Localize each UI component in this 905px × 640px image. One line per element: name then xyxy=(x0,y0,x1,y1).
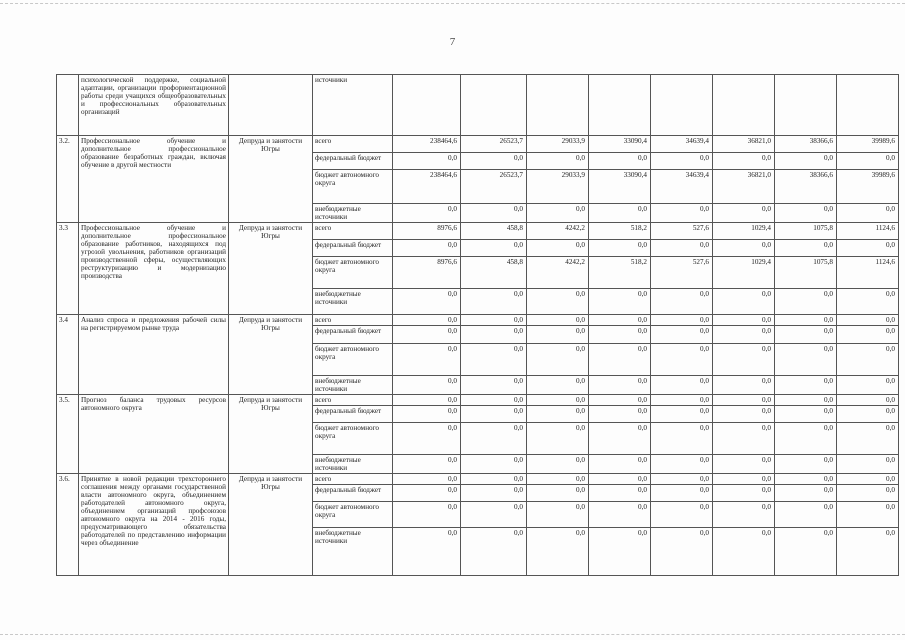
value-cell: 0,0 xyxy=(651,395,713,406)
value-cell: 0,0 xyxy=(713,153,775,170)
value-cell: 0,0 xyxy=(651,326,713,344)
value-cell: 26523,7 xyxy=(461,136,527,153)
value-cell: 1029,4 xyxy=(713,223,775,240)
value-cell: 0,0 xyxy=(393,376,461,395)
source-label: федеральный бюджет xyxy=(313,240,393,257)
value-cell: 0,0 xyxy=(713,485,775,502)
value-cell: 0,0 xyxy=(775,376,837,395)
value-cell: 0,0 xyxy=(775,289,837,315)
value-cell: 0,0 xyxy=(837,395,899,406)
value-cell: 1029,4 xyxy=(713,257,775,289)
table-row xyxy=(57,223,899,240)
source-label: внебюджетные источники xyxy=(313,289,393,315)
activity-description: Анализ спроса и предложения рабочей силы на регистрируемом рынке труда xyxy=(79,315,229,395)
value-cell: 0,0 xyxy=(651,204,713,223)
value-cell xyxy=(393,75,461,136)
value-cell: 0,0 xyxy=(837,485,899,502)
value-cell: 0,0 xyxy=(775,528,837,576)
value-cell: 38366,6 xyxy=(775,170,837,204)
value-cell: 0,0 xyxy=(461,455,527,474)
value-cell: 0,0 xyxy=(461,474,527,485)
value-cell: 0,0 xyxy=(775,315,837,326)
value-cell: 0,0 xyxy=(393,423,461,455)
table-row xyxy=(57,315,899,326)
value-cell: 0,0 xyxy=(713,344,775,376)
value-cell: 0,0 xyxy=(589,344,651,376)
value-cell: 0,0 xyxy=(527,240,589,257)
value-cell xyxy=(527,75,589,136)
value-cell: 0,0 xyxy=(775,326,837,344)
value-cell: 0,0 xyxy=(393,485,461,502)
value-cell: 0,0 xyxy=(713,289,775,315)
value-cell xyxy=(651,75,713,136)
value-cell: 4242,2 xyxy=(527,257,589,289)
value-cell: 0,0 xyxy=(713,395,775,406)
value-cell: 1075,8 xyxy=(775,257,837,289)
value-cell: 0,0 xyxy=(393,315,461,326)
value-cell: 0,0 xyxy=(837,344,899,376)
source-label: всего xyxy=(313,315,393,326)
value-cell: 0,0 xyxy=(527,204,589,223)
value-cell: 0,0 xyxy=(461,326,527,344)
value-cell: 0,0 xyxy=(775,406,837,423)
value-cell: 33090,4 xyxy=(589,170,651,204)
value-cell: 238464,6 xyxy=(393,170,461,204)
value-cell: 0,0 xyxy=(527,344,589,376)
value-cell: 0,0 xyxy=(527,326,589,344)
value-cell: 238464,6 xyxy=(393,136,461,153)
value-cell: 0,0 xyxy=(837,153,899,170)
activity-description: Профессиональное обучение и дополнительное профессиональное образование безработных граждан, включая обучение в другой местности xyxy=(79,136,229,223)
value-cell: 0,0 xyxy=(589,289,651,315)
value-cell: 458,8 xyxy=(461,223,527,240)
scan-edge-top xyxy=(0,3,905,4)
value-cell: 0,0 xyxy=(775,344,837,376)
value-cell: 1124,6 xyxy=(837,223,899,240)
value-cell: 0,0 xyxy=(461,502,527,528)
value-cell: 0,0 xyxy=(713,474,775,485)
row-number-cell: 3.5. xyxy=(57,395,79,474)
value-cell: 0,0 xyxy=(713,326,775,344)
value-cell: 36821,0 xyxy=(713,170,775,204)
value-cell: 0,0 xyxy=(713,528,775,576)
value-cell: 0,0 xyxy=(527,289,589,315)
value-cell: 0,0 xyxy=(393,395,461,406)
value-cell: 0,0 xyxy=(651,240,713,257)
value-cell: 0,0 xyxy=(651,315,713,326)
source-label: внебюджетные источники xyxy=(313,376,393,395)
value-cell: 0,0 xyxy=(589,240,651,257)
value-cell: 0,0 xyxy=(651,423,713,455)
source-label: бюджет автономного округа xyxy=(313,170,393,204)
value-cell: 0,0 xyxy=(589,153,651,170)
value-cell: 0,0 xyxy=(775,455,837,474)
source-label: внебюджетные источники xyxy=(313,204,393,223)
value-cell: 0,0 xyxy=(651,528,713,576)
row-number-cell xyxy=(57,75,79,136)
value-cell: 0,0 xyxy=(589,423,651,455)
value-cell: 0,0 xyxy=(837,406,899,423)
row-number-cell: 3.4 xyxy=(57,315,79,395)
activity-description: Прогноз баланса трудовых ресурсов автономного округа xyxy=(79,395,229,474)
value-cell: 0,0 xyxy=(713,423,775,455)
value-cell: 0,0 xyxy=(837,423,899,455)
value-cell: 0,0 xyxy=(461,240,527,257)
value-cell: 0,0 xyxy=(589,395,651,406)
value-cell: 0,0 xyxy=(651,406,713,423)
table-row xyxy=(57,136,899,153)
value-cell: 0,0 xyxy=(461,395,527,406)
document-table-container xyxy=(56,74,899,576)
value-cell: 518,2 xyxy=(589,257,651,289)
value-cell: 8976,6 xyxy=(393,223,461,240)
value-cell: 0,0 xyxy=(393,406,461,423)
value-cell: 0,0 xyxy=(527,528,589,576)
value-cell: 0,0 xyxy=(651,485,713,502)
source-label: всего xyxy=(313,395,393,406)
value-cell: 1124,6 xyxy=(837,257,899,289)
source-label: бюджет автономного округа xyxy=(313,344,393,376)
value-cell: 0,0 xyxy=(461,315,527,326)
value-cell: 0,0 xyxy=(461,204,527,223)
value-cell: 0,0 xyxy=(651,289,713,315)
source-label: бюджет автономного округа xyxy=(313,257,393,289)
source-label: всего xyxy=(313,136,393,153)
source-label: внебюджетные источники xyxy=(313,455,393,474)
scan-edge-bottom xyxy=(0,634,905,635)
value-cell: 0,0 xyxy=(651,153,713,170)
value-cell: 29033,9 xyxy=(527,136,589,153)
value-cell: 0,0 xyxy=(393,326,461,344)
activity-description: Принятие в новой редакции трехстороннего соглашения между органами государственной власти автономного округа, объединением работодателей автономного округа, объединением организаций профсоюзов автономного округа на 2014 - 2016 годы, предусматривающего обязательства работодателей по представлению информации через объединение xyxy=(79,474,229,576)
source-label: федеральный бюджет xyxy=(313,485,393,502)
activity-description: Профессиональное обучение и дополнительное профессиональное образование работников, находящихся под угрозой увольнения, работников организаций производственной сферы, осуществляющих реструктуризацию и модернизацию производства xyxy=(79,223,229,315)
value-cell: 0,0 xyxy=(393,289,461,315)
value-cell: 0,0 xyxy=(461,344,527,376)
value-cell: 0,0 xyxy=(589,326,651,344)
value-cell: 0,0 xyxy=(837,315,899,326)
value-cell: 518,2 xyxy=(589,223,651,240)
value-cell: 0,0 xyxy=(461,153,527,170)
source-label: федеральный бюджет xyxy=(313,153,393,170)
table-row xyxy=(57,395,899,406)
value-cell: 0,0 xyxy=(527,376,589,395)
value-cell: 0,0 xyxy=(393,528,461,576)
value-cell: 0,0 xyxy=(651,455,713,474)
value-cell: 0,0 xyxy=(775,502,837,528)
value-cell: 0,0 xyxy=(775,485,837,502)
value-cell: 39989,6 xyxy=(837,170,899,204)
value-cell xyxy=(713,75,775,136)
value-cell: 0,0 xyxy=(713,502,775,528)
value-cell: 0,0 xyxy=(393,344,461,376)
value-cell: 0,0 xyxy=(393,455,461,474)
value-cell: 0,0 xyxy=(527,315,589,326)
program-funding-table xyxy=(56,74,899,576)
value-cell: 0,0 xyxy=(527,406,589,423)
value-cell: 0,0 xyxy=(775,395,837,406)
value-cell: 0,0 xyxy=(527,423,589,455)
source-label: всего xyxy=(313,223,393,240)
value-cell: 33090,4 xyxy=(589,136,651,153)
value-cell: 0,0 xyxy=(393,474,461,485)
source-label: федеральный бюджет xyxy=(313,406,393,423)
value-cell xyxy=(461,75,527,136)
value-cell: 0,0 xyxy=(589,376,651,395)
value-cell: 0,0 xyxy=(461,485,527,502)
value-cell: 0,0 xyxy=(651,344,713,376)
value-cell: 38366,6 xyxy=(775,136,837,153)
value-cell: 0,0 xyxy=(837,204,899,223)
source-label: всего xyxy=(313,474,393,485)
value-cell: 0,0 xyxy=(589,502,651,528)
value-cell xyxy=(775,75,837,136)
value-cell: 0,0 xyxy=(393,204,461,223)
table-row xyxy=(57,474,899,485)
value-cell: 0,0 xyxy=(393,240,461,257)
value-cell: 0,0 xyxy=(775,423,837,455)
value-cell: 0,0 xyxy=(589,474,651,485)
activity-description: психологической поддержке, социальной адаптации, организации профориентационной работы среди учащихся общеобразовательных и профессиональных образовательных организаций xyxy=(79,75,229,136)
value-cell: 29033,9 xyxy=(527,170,589,204)
value-cell: 0,0 xyxy=(713,240,775,257)
value-cell: 0,0 xyxy=(837,474,899,485)
value-cell: 0,0 xyxy=(651,502,713,528)
value-cell: 527,6 xyxy=(651,223,713,240)
source-label: бюджет автономного округа xyxy=(313,423,393,455)
value-cell: 0,0 xyxy=(527,502,589,528)
value-cell: 0,0 xyxy=(713,455,775,474)
value-cell: 458,8 xyxy=(461,257,527,289)
value-cell: 0,0 xyxy=(527,485,589,502)
value-cell: 0,0 xyxy=(651,376,713,395)
value-cell: 0,0 xyxy=(589,485,651,502)
executor-cell: Депруда и занятости Югры xyxy=(229,223,313,315)
value-cell: 1075,8 xyxy=(775,223,837,240)
executor-cell: Депруда и занятости Югры xyxy=(229,474,313,576)
value-cell: 0,0 xyxy=(651,474,713,485)
row-number-cell: 3.3 xyxy=(57,223,79,315)
value-cell: 0,0 xyxy=(589,406,651,423)
value-cell: 34639,4 xyxy=(651,170,713,204)
value-cell: 0,0 xyxy=(837,289,899,315)
value-cell: 0,0 xyxy=(775,153,837,170)
row-number-cell: 3.6. xyxy=(57,474,79,576)
value-cell: 0,0 xyxy=(461,528,527,576)
value-cell: 0,0 xyxy=(775,204,837,223)
value-cell: 0,0 xyxy=(461,289,527,315)
value-cell: 0,0 xyxy=(527,153,589,170)
value-cell: 0,0 xyxy=(837,528,899,576)
value-cell: 0,0 xyxy=(837,455,899,474)
value-cell: 4242,2 xyxy=(527,223,589,240)
value-cell: 0,0 xyxy=(589,315,651,326)
value-cell: 0,0 xyxy=(837,502,899,528)
value-cell: 8976,6 xyxy=(393,257,461,289)
value-cell: 0,0 xyxy=(393,502,461,528)
source-label: источники xyxy=(313,75,393,136)
value-cell: 0,0 xyxy=(589,204,651,223)
value-cell: 0,0 xyxy=(713,406,775,423)
value-cell xyxy=(837,75,899,136)
value-cell: 0,0 xyxy=(589,528,651,576)
value-cell: 0,0 xyxy=(527,474,589,485)
value-cell: 0,0 xyxy=(775,240,837,257)
value-cell: 0,0 xyxy=(713,315,775,326)
source-label: федеральный бюджет xyxy=(313,326,393,344)
value-cell: 0,0 xyxy=(713,204,775,223)
value-cell: 0,0 xyxy=(589,455,651,474)
value-cell: 0,0 xyxy=(837,376,899,395)
value-cell: 0,0 xyxy=(461,423,527,455)
row-number-cell: 3.2. xyxy=(57,136,79,223)
value-cell: 0,0 xyxy=(527,455,589,474)
value-cell: 34639,4 xyxy=(651,136,713,153)
value-cell: 0,0 xyxy=(393,153,461,170)
source-label: бюджет автономного округа xyxy=(313,502,393,528)
value-cell: 0,0 xyxy=(837,326,899,344)
value-cell xyxy=(589,75,651,136)
table-row xyxy=(57,75,899,136)
value-cell: 0,0 xyxy=(713,376,775,395)
value-cell: 0,0 xyxy=(837,240,899,257)
source-label: внебюджетные источники xyxy=(313,528,393,576)
value-cell: 0,0 xyxy=(461,376,527,395)
executor-cell xyxy=(229,75,313,136)
value-cell: 527,6 xyxy=(651,257,713,289)
executor-cell: Депруда и занятости Югры xyxy=(229,395,313,474)
value-cell: 0,0 xyxy=(775,474,837,485)
value-cell: 26523,7 xyxy=(461,170,527,204)
value-cell: 0,0 xyxy=(461,406,527,423)
value-cell: 39989,6 xyxy=(837,136,899,153)
executor-cell: Депруда и занятости Югры xyxy=(229,315,313,395)
value-cell: 36821,0 xyxy=(713,136,775,153)
executor-cell: Депруда и занятости Югры xyxy=(229,136,313,223)
value-cell: 0,0 xyxy=(527,395,589,406)
page-number: 7 xyxy=(449,36,456,48)
